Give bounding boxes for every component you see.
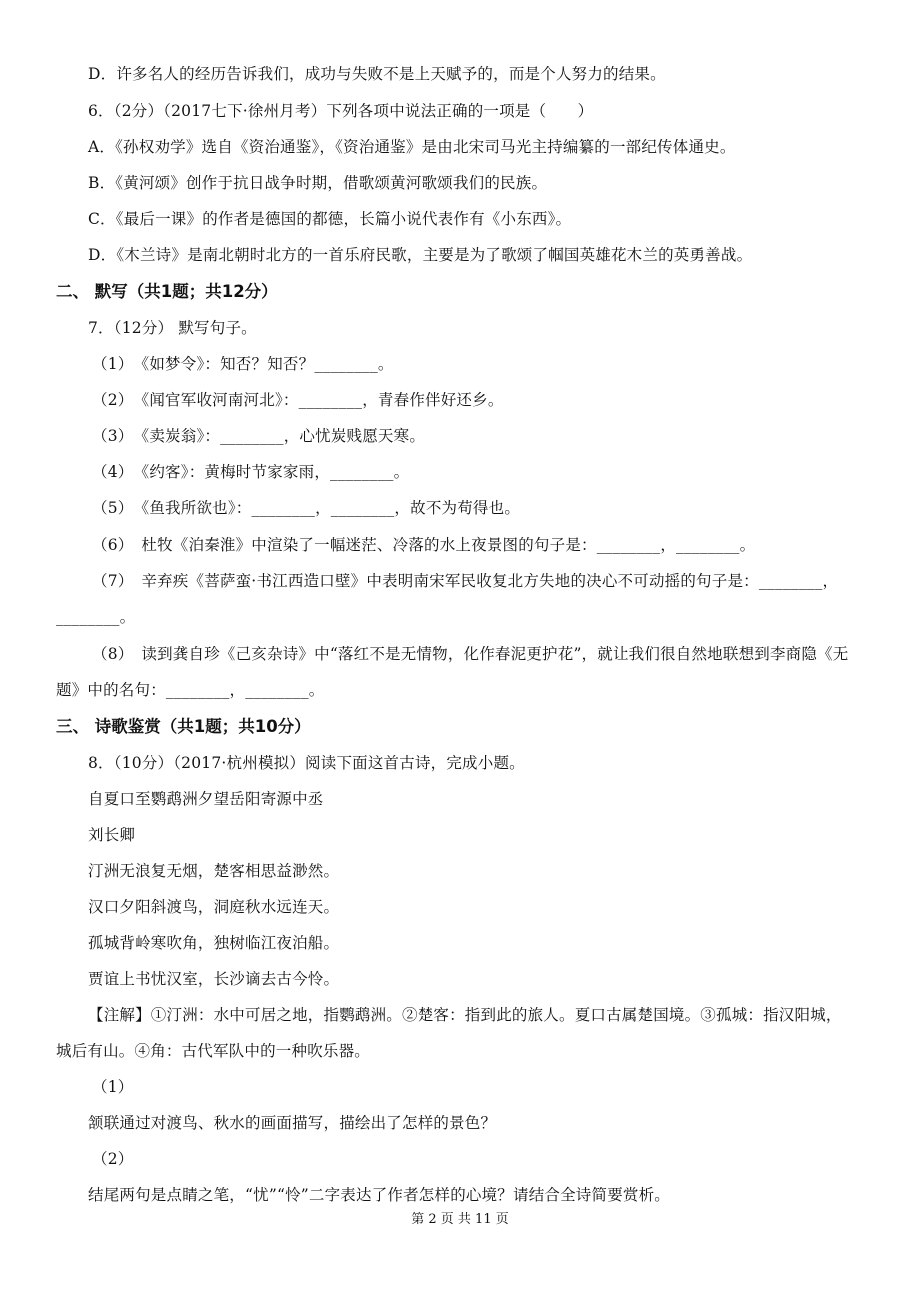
poem-author: 刘长卿 <box>88 826 136 844</box>
q6-option-d: D．《木兰诗》是南北朝时北方的一首乐府民歌，主要是为了歌颂了帼国英雄花木兰的英勇善战。 <box>88 246 753 264</box>
subquestion-2-text: 结尾两句是点睛之笔，“忧”“怜”二字表达了作者怎样的心境？请结合全诗简要赏析。 <box>88 1186 670 1204</box>
poem-line-1: 汀洲无浪复无烟，楚客相思益渺然。 <box>88 862 340 880</box>
q7-item-8-cont: 题》中的名句：________，________。 <box>56 681 325 699</box>
q7-item-1: （1） 《如梦令》：知否？知否？________。 <box>92 355 394 373</box>
poem-note-line-1: 【注解】①汀洲：水中可居之地，指鹦鹉洲。②楚客：指到此的旅人。夏口古属楚国境。③孤城：指汉阳城， <box>88 1006 842 1024</box>
q6-option-a: A．《孙权劝学》选自《资治通鉴》，《资治通鉴》是由北宋司马光主持编纂的一部纪传体通史。 <box>88 138 736 156</box>
q6-stem: 6．（2分）（2017七下·徐州月考）下列各项中说法正确的一项是（ ） <box>88 102 594 120</box>
poem-title: 自夏口至鹦鹉洲夕望岳阳寄源中丞 <box>88 790 324 808</box>
section2-heading: 二、 默写（共1题；共12分） <box>56 282 278 301</box>
subquestion-1-label: （1） <box>92 1078 134 1096</box>
q8-stem: 8．（10分）（2017·杭州模拟）阅读下面这首古诗，完成小题。 <box>88 754 525 772</box>
q7-item-7-cont: ________。 <box>56 608 136 626</box>
q7-item-4: （4） 《约客》：黄梅时节家家雨，________。 <box>92 463 410 481</box>
q7-item-6: （6） 杜牧《泊秦淮》中渲染了一幅迷茫、冷落的水上夜景图的句子是：________，________。 <box>92 536 756 554</box>
q6-option-c: C．《最后一课》的作者是德国的都德，长篇小说代表作有《小东西》。 <box>88 210 572 228</box>
q7-item-3: （3） 《卖炭翁》：________，心忧炭贱愿天寒。 <box>92 427 426 445</box>
q7-item-5: （5） 《鱼我所欲也》：________，________，故不为苟得也。 <box>92 499 521 517</box>
section3-heading: 三、 诗歌鉴赏（共1题；共10分） <box>56 717 311 736</box>
q5-option-d: D．许多名人的经历告诉我们，成功与失败不是上天赋予的，而是个人努力的结果。 <box>88 65 666 83</box>
q7-item-2: （2） 《闻官军收河南河北》：________，青春作伴好还乡。 <box>92 391 504 409</box>
poem-line-3: 孤城背岭寒吹角，独树临江夜泊船。 <box>88 934 340 952</box>
subquestion-1-text: 颔联通过对渡鸟、秋水的画面描写，描绘出了怎样的景色？ <box>88 1114 497 1132</box>
poem-line-2: 汉口夕阳斜渡鸟，洞庭秋水远连天。 <box>88 898 340 916</box>
page-number: 第 2 页 共 11 页 <box>411 1212 509 1227</box>
q7-item-8: （8） 读到龚自珍《己亥杂诗》中“落红不是无情物，化作春泥更护花”，就让我们很自然地联想到李商隐《无 <box>92 645 849 663</box>
q7-stem: 7．（12分） 默写句子。 <box>88 319 257 337</box>
poem-line-4: 贾谊上书忧汉室，长沙谪去古今怜。 <box>88 970 340 988</box>
subquestion-2-label: （2） <box>92 1150 134 1168</box>
q6-option-b: B．《黄河颂》创作于抗日战争时期，借歌颂黄河歌颂我们的民族。 <box>88 174 548 192</box>
q7-item-7: （7） 辛弃疾《菩萨蛮·书江西造口壁》中表明南宋军民收复北方失地的决心不可动摇的句子是：________， <box>92 572 839 590</box>
poem-note-line-2: 城后有山。④角：古代军队中的一种吹乐器。 <box>56 1042 371 1060</box>
